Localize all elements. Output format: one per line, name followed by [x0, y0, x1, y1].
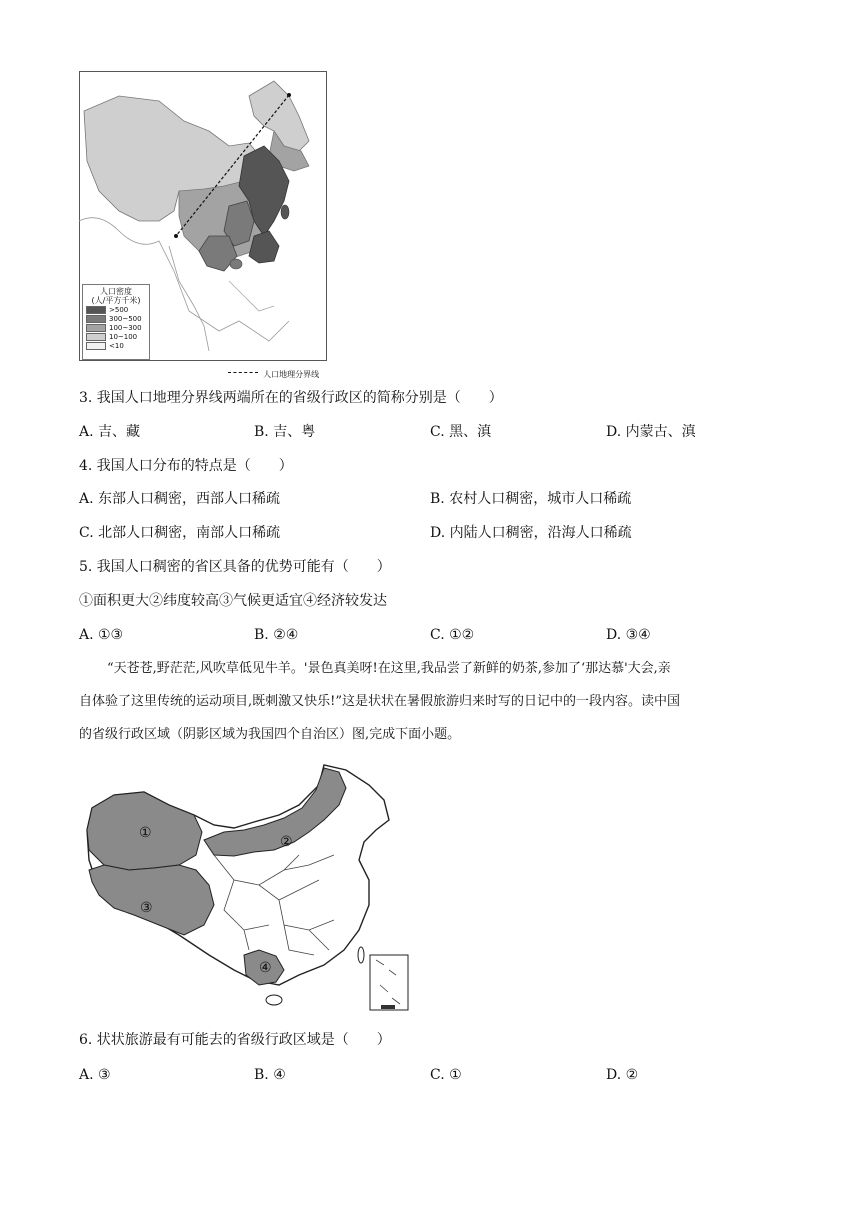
legend-item: 10~100 [86, 332, 149, 341]
autonomous-regions-map [84, 760, 414, 1020]
autonomous-map-graphic [84, 760, 414, 1020]
legend-title: 人口密度 (人/平方千米) [91, 287, 141, 305]
q5-option-d[interactable]: D. ③④ [606, 627, 651, 643]
q6-option-a[interactable]: A. ③ [79, 1067, 111, 1083]
legend-item: >500 [86, 305, 149, 314]
question-6-stem: 6. 状状旅游最有可能去的省级行政区域是（ ） [79, 1032, 391, 1048]
region-label-1: ① [139, 825, 152, 841]
q3-option-d[interactable]: D. 内蒙古、滇 [606, 424, 696, 440]
legend-item: 100~300 [86, 323, 149, 332]
q4-option-a[interactable]: A. 东部人口稠密，西部人口稀疏 [79, 491, 281, 507]
passage-line-2: 自体验了这里传统的运动项目,既刺激又快乐!”这是状状在暑假旅游归来时写的日记中的一段内容。读中国 [79, 694, 681, 709]
q5-option-b[interactable]: B. ②④ [254, 627, 299, 643]
q6-option-d[interactable]: D. ② [606, 1067, 639, 1083]
q4-option-b[interactable]: B. 农村人口稠密，城市人口稀疏 [430, 491, 632, 507]
legend-item: 300~500 [86, 314, 149, 323]
legend-item: <10 [86, 341, 149, 350]
region-label-4: ④ [259, 960, 272, 976]
question-5-statements: ①面积更大②纬度较高③气候更适宜④经济较发达 [79, 593, 387, 609]
q6-option-b[interactable]: B. ④ [254, 1067, 286, 1083]
q4-option-d[interactable]: D. 内陆人口稠密，沿海人口稀疏 [430, 525, 632, 541]
q3-option-a[interactable]: A. 吉、藏 [79, 424, 141, 440]
region-label-2: ② [280, 834, 293, 850]
question-5-stem: 5. 我国人口稠密的省区具备的优势可能有（ ） [79, 559, 391, 575]
passage-line-1: “天苍苍,野茫茫,风吹草低见牛羊。'景色真美呀!在这里,我品尝了新鲜的奶茶,参加了‘那达慕'大会,亲 [107, 661, 671, 676]
population-map-legend [82, 284, 150, 360]
q5-option-a[interactable]: A. ①③ [79, 627, 124, 643]
q5-option-c[interactable]: C. ①② [430, 627, 475, 643]
q3-option-b[interactable]: B. 吉、粤 [254, 424, 316, 440]
q6-option-c[interactable]: C. ① [430, 1067, 462, 1083]
reading-passage [79, 652, 784, 751]
q4-option-c[interactable]: C. 北部人口稠密，南部人口稀疏 [79, 525, 281, 541]
question-4-stem: 4. 我国人口分布的特点是（ ） [79, 458, 293, 474]
boundary-caption: 人口地理分界线 [228, 362, 319, 381]
passage-line-3: 的省级行政区域（阴影区域为我国四个自治区）图,完成下面小题。 [79, 727, 461, 742]
region-label-3: ③ [140, 900, 153, 916]
question-3-stem: 3. 我国人口地理分界线两端所在的省级行政区的简称分别是（ ） [79, 390, 503, 406]
q3-option-c[interactable]: C. 黑、滇 [430, 424, 492, 440]
